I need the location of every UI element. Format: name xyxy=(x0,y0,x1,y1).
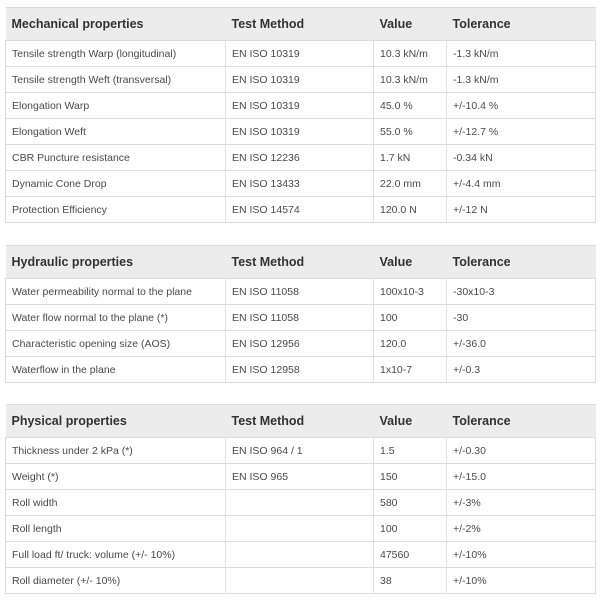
value-cell: 120.0 N xyxy=(374,197,447,223)
property-cell: Water permeability normal to the plane xyxy=(6,279,226,305)
value-cell: 100x10-3 xyxy=(374,279,447,305)
value-cell: 580 xyxy=(374,490,447,516)
property-cell: Tensile strength Warp (longitudinal) xyxy=(6,41,226,67)
property-cell: Tensile strength Weft (transversal) xyxy=(6,67,226,93)
column-header-tolerance: Tolerance xyxy=(447,8,596,41)
value-cell: 10.3 kN/m xyxy=(374,41,447,67)
property-cell: Thickness under 2 kPa (*) xyxy=(6,438,226,464)
table-row xyxy=(6,41,596,67)
property-cell: Weight (*) xyxy=(6,464,226,490)
property-cell: Waterflow in the plane xyxy=(6,357,226,383)
value-cell: 1.5 xyxy=(374,438,447,464)
table-row xyxy=(6,197,596,223)
property-cell: Dynamic Cone Drop xyxy=(6,171,226,197)
tolerance-cell: +/-15.0 xyxy=(447,464,596,490)
physical-properties-table xyxy=(5,404,596,594)
table-row xyxy=(6,171,596,197)
header-row xyxy=(6,246,596,279)
test-method-cell xyxy=(226,568,374,594)
property-cell: Elongation Weft xyxy=(6,119,226,145)
test-method-cell: EN ISO 11058 xyxy=(226,279,374,305)
property-cell: Roll length xyxy=(6,516,226,542)
column-header-value: Value xyxy=(374,405,447,438)
test-method-cell: EN ISO 10319 xyxy=(226,67,374,93)
value-cell: 1.7 kN xyxy=(374,145,447,171)
table-row xyxy=(6,119,596,145)
test-method-cell xyxy=(226,542,374,568)
property-cell: Elongation Warp xyxy=(6,93,226,119)
tolerance-cell: +/-10% xyxy=(447,568,596,594)
tolerance-cell: -0.34 kN xyxy=(447,145,596,171)
table-row xyxy=(6,568,596,594)
test-method-cell: EN ISO 11058 xyxy=(226,305,374,331)
tolerance-cell: +/-0.30 xyxy=(447,438,596,464)
value-cell: 22.0 mm xyxy=(374,171,447,197)
column-header-method: Test Method xyxy=(226,8,374,41)
value-cell: 100 xyxy=(374,516,447,542)
property-cell: Roll width xyxy=(6,490,226,516)
column-header-method: Test Method xyxy=(226,405,374,438)
hydraulic-properties-table xyxy=(5,245,596,383)
table-row xyxy=(6,438,596,464)
header-row xyxy=(6,8,596,41)
test-method-cell: EN ISO 965 xyxy=(226,464,374,490)
table-row xyxy=(6,542,596,568)
test-method-cell: EN ISO 964 / 1 xyxy=(226,438,374,464)
table-row xyxy=(6,279,596,305)
property-cell: Full load ft/ truck: volume (+/- 10%) xyxy=(6,542,226,568)
property-cell: Protection Efficiency xyxy=(6,197,226,223)
tolerance-cell: +/-10% xyxy=(447,542,596,568)
tolerance-cell: +/-36.0 xyxy=(447,331,596,357)
test-method-cell: EN ISO 12956 xyxy=(226,331,374,357)
section-title: Physical properties xyxy=(6,405,226,438)
test-method-cell xyxy=(226,516,374,542)
tolerance-cell: +/-12.7 % xyxy=(447,119,596,145)
test-method-cell: EN ISO 10319 xyxy=(226,93,374,119)
tolerance-cell: +/-0.3 xyxy=(447,357,596,383)
table-row xyxy=(6,93,596,119)
tolerance-cell: +/-12 N xyxy=(447,197,596,223)
test-method-cell: EN ISO 10319 xyxy=(226,41,374,67)
table-row xyxy=(6,490,596,516)
test-method-cell xyxy=(226,490,374,516)
value-cell: 120.0 xyxy=(374,331,447,357)
column-header-method: Test Method xyxy=(226,246,374,279)
column-header-value: Value xyxy=(374,246,447,279)
tolerance-cell: +/-2% xyxy=(447,516,596,542)
value-cell: 55.0 % xyxy=(374,119,447,145)
header-row xyxy=(6,405,596,438)
table-row xyxy=(6,357,596,383)
table-row xyxy=(6,464,596,490)
test-method-cell: EN ISO 12236 xyxy=(226,145,374,171)
column-header-value: Value xyxy=(374,8,447,41)
property-cell: Water flow normal to the plane (*) xyxy=(6,305,226,331)
property-cell: Roll diameter (+/- 10%) xyxy=(6,568,226,594)
tolerance-cell: -1.3 kN/m xyxy=(447,41,596,67)
tolerance-cell: -30x10-3 xyxy=(447,279,596,305)
value-cell: 150 xyxy=(374,464,447,490)
value-cell: 1x10-7 xyxy=(374,357,447,383)
tolerance-cell: +/-3% xyxy=(447,490,596,516)
tolerance-cell: +/-10.4 % xyxy=(447,93,596,119)
tolerance-cell: +/-4.4 mm xyxy=(447,171,596,197)
table-row xyxy=(6,145,596,171)
value-cell: 45.0 % xyxy=(374,93,447,119)
tolerance-cell: -30 xyxy=(447,305,596,331)
tolerance-cell: -1.3 kN/m xyxy=(447,67,596,93)
property-cell: CBR Puncture resistance xyxy=(6,145,226,171)
value-cell: 38 xyxy=(374,568,447,594)
mechanical-properties-table xyxy=(5,7,596,223)
test-method-cell: EN ISO 10319 xyxy=(226,119,374,145)
table-row xyxy=(6,516,596,542)
table-row xyxy=(6,331,596,357)
column-header-tolerance: Tolerance xyxy=(447,405,596,438)
property-cell: Characteristic opening size (AOS) xyxy=(6,331,226,357)
section-title: Hydraulic properties xyxy=(6,246,226,279)
value-cell: 10.3 kN/m xyxy=(374,67,447,93)
section-title: Mechanical properties xyxy=(6,8,226,41)
test-method-cell: EN ISO 14574 xyxy=(226,197,374,223)
test-method-cell: EN ISO 12958 xyxy=(226,357,374,383)
table-row xyxy=(6,67,596,93)
value-cell: 47560 xyxy=(374,542,447,568)
value-cell: 100 xyxy=(374,305,447,331)
table-row xyxy=(6,305,596,331)
test-method-cell: EN ISO 13433 xyxy=(226,171,374,197)
column-header-tolerance: Tolerance xyxy=(447,246,596,279)
